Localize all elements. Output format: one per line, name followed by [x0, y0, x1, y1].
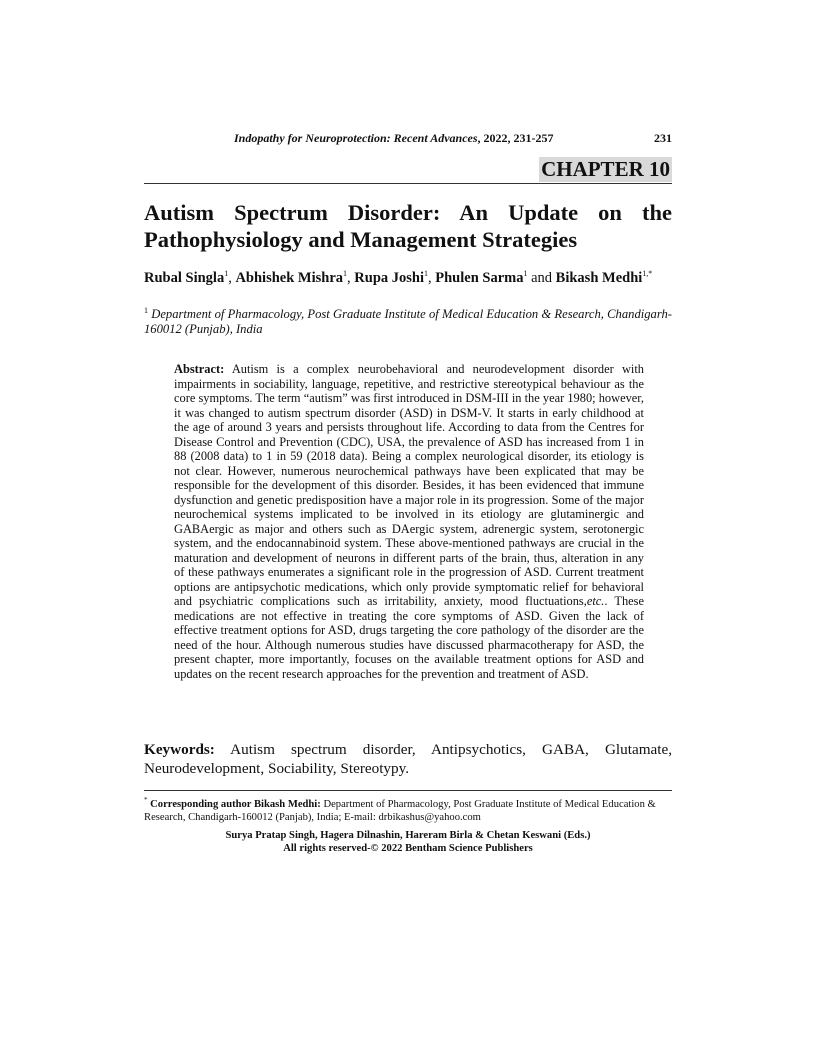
- author-name: Rupa Joshi: [354, 270, 424, 286]
- author-list: [144, 264, 672, 288]
- page-number: 231: [654, 131, 672, 145]
- author-affiliation-mark: 1: [343, 269, 348, 278]
- footnote: [144, 794, 672, 824]
- affiliation-mark: 1: [144, 306, 148, 315]
- keywords-label: Keywords:: [144, 741, 215, 758]
- journal-title: Indopathy for Neuroprotection: Recent Advances: [234, 131, 478, 145]
- abstract-text: Autism is a complex neurobehavioral and neurodevelopment disorder with impairments in sociability, language, repetitive, and restrictive stereotypical behaviour as the core symptoms. The term “autism” was first introduced in DSM-III in the year 1980; however, it was changed to autism spectrum disorder (ASD) in DSM-V. It starts in early childhood at the age of around 3 years and persists throughout life. According to data from the Centres for Disease Control and Prevention (CDC), USA, the prevalence of ASD has increased from 1 in 88 (2008 data) to 1 in 59 (2018 data). Being a complex neurological disorder, its etiology is not clear. However, numerous neurochemical pathways have been explicated that may be responsible for the development of this disorder. Besides, it has been evidenced that immune dysfunction and genetic predisposition have a major role in its progression. Some of the major neurochemical systems implicated to be involved in its etiology are glutaminergic and GABAergic as major and others such as DAergic system, adrenergic system, serotonergic system, and the endocannabinoid system. These above-mentioned pathways are crucial in the maturation and development of neurons in different parts of the brain, thus, alteration in any of these pathways enumerates a significant role in the progression of ASD. Current treatment options are antipsychotic medications, which only provide symptomatic relief for behavioral and psychiatric complications such as irritability, anxiety, mood fluctuations,: [174, 362, 644, 608]
- keywords-text: Autism spectrum disorder, Antipsychotics, GABA, Glutamate, Neurodevelopment, Sociability, Stereotypy.: [144, 741, 673, 777]
- author-affiliation-mark: 1: [523, 269, 528, 278]
- footnote-divider: [144, 790, 672, 791]
- journal-citation: [234, 131, 554, 146]
- author-separator: ,: [347, 270, 355, 286]
- author-separator: and: [527, 270, 556, 286]
- abstract-label: Abstract:: [174, 362, 225, 376]
- author-name: Phulen Sarma: [435, 270, 524, 286]
- keywords: [144, 740, 672, 778]
- editors-line: Surya Pratap Singh, Hagera Dilnashin, Hareram Birla & Chetan Keswani (Eds.): [225, 830, 591, 841]
- abstract-etc: etc.: [586, 594, 605, 608]
- editors-block: [144, 830, 672, 855]
- affiliation-text: Department of Pharmacology, Post Graduate Institute of Medical Education & Research, Chandigarh-160012 (Punjab), India: [144, 307, 673, 336]
- author-affiliation-mark: 1,*: [642, 269, 653, 278]
- author-separator: ,: [428, 270, 436, 286]
- author-name: Abhishek Mishra: [235, 270, 344, 286]
- footnote-label: Corresponding author Bikash Medhi:: [150, 799, 321, 810]
- author-affiliation-mark: 1: [424, 269, 428, 278]
- copyright-line: All rights reserved-© 2022 Bentham Science Publishers: [283, 842, 533, 854]
- author-name: Bikash Medhi: [555, 270, 643, 286]
- journal-year-pages: , 2022, 231-257: [477, 131, 554, 145]
- affiliation: [144, 303, 672, 337]
- author-name: Rubal Singla: [144, 270, 225, 286]
- abstract-text-continued: . These medications are not effective in treating the core symptoms of ASD. Given the lack of effective treatment options for ASD, drugs targeting the core pathology of the disorder are the need of the hour. Although numerous studies have discussed pharmacotherapy for ASD, the present chapter, more importantly, focuses on the available treatment options for ASD and updates on the recent research approaches for the prevention and treatment of ASD.: [174, 594, 644, 681]
- footnote-text: Department of Pharmacology, Post Graduate Institute of Medical Education & Research, Chandigarh-160012 (Panjab), India; E-mail: drbikashus@yahoo.com: [144, 799, 656, 823]
- footnote-mark: *: [144, 796, 148, 804]
- chapter-divider: [144, 183, 672, 184]
- author-separator: ,: [228, 270, 236, 286]
- abstract: [174, 362, 644, 681]
- chapter-title: Autism Spectrum Disorder: An Update on the Pathophysiology and Management Strategies: [144, 200, 672, 252]
- author-affiliation-mark: 1: [224, 269, 229, 278]
- chapter-label: CHAPTER 10: [541, 157, 670, 181]
